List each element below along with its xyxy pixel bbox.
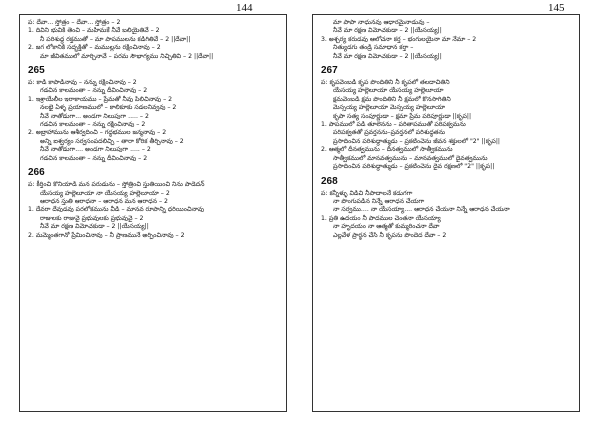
lyric-line: 1. పాపములో పడి తూలెనను – పరితాపముతో పరిపక్వమను xyxy=(321,121,466,129)
right-page xyxy=(312,14,580,412)
lyric-line: 1. ఇశ్రాయేలీల ఇరాకాయము – ప్రేమతో నీవు పిలిచినావు – 2 xyxy=(28,95,173,103)
lyric-line: నీవే మా రక్షణ విమోచకుడా – 2 ||యేసయ్య|| xyxy=(40,223,149,231)
lyric-line: 2. ఆత్మలో దీనత్వమును – దీనత్వములో సాత్వీకమును xyxy=(321,146,453,154)
lyric-line: రాజులకు రాజువై ప్రభువులకు ప్రభువువై – 2 xyxy=(40,214,144,222)
lyric-line: నీవే నాతోడుగా.... అండగా నిలుపుగా ..... – 2 xyxy=(40,146,151,154)
lyric-line: పరిపక్వతతో ప్రవర్తనను–ప్రవర్తనలో పరిశుద్ధతను xyxy=(333,129,446,137)
lyric-line: 2. జగ లోకానికి సద్భక్తితో – మముల్లను రక్షించినావు – 2 xyxy=(28,44,161,52)
lyric-line: ఆరాధన స్తుతి ఆరాధనా – ఆరాధన మన ఆరాధన – 2 xyxy=(40,197,168,205)
lyric-line: 3. అశ్చర్య కరుడవు ఆలోచనా కర్త – భంగులయైనా మా నేమా – 2 xyxy=(321,35,477,43)
lyric-line: సాత్వీకములో మానవత్వమును – మానవత్వములో దైవత్వమును xyxy=(333,154,488,162)
lyric-line: 2. అబ్రాహామును ఆశీర్వదించి – గద్ధభముల జన్మనావు – 2 xyxy=(28,129,167,137)
lyric-line: నలభై ఏళ్ళ ప్రయాణములో – కాలికూకు సడలనివ్వవు – 2 xyxy=(40,104,177,112)
lyric-line: యేసయ్య హల్లెలూయా నా యేసయ్య హల్లెలూయా – 2 xyxy=(40,189,170,197)
lyric-line: 2. మమ్మెంతగానో ప్రేమించినావు – నీ ప్రాణమునే అర్పించినావు – 2 xyxy=(28,231,185,239)
left-page-number: 144 xyxy=(236,2,253,14)
lyric-line: నా పొంగుపడిన నిన్నే ఆరాధన చేయగా xyxy=(333,197,425,205)
lyric-line: గడచిన కాలమంతా – నన్ను దీవించినావు – 2 xyxy=(40,87,148,95)
lyric-line: యేసయ్య హల్లెలూయా యేసయ్య హల్లెలూయా xyxy=(333,87,444,95)
lyric-line: 1. దివిని భువికి తెంచి – మహిమకే నీవే బలియైతివే – 2 xyxy=(28,27,160,35)
lyric-line: ప: కాడి కాపాడినావు – నన్ను రక్షించినావు – 2 xyxy=(28,79,137,87)
lyric-line: ప్రసాదించిన పరిశుద్ధాత్ముడు – ప్రకటించెను దైవ రక్షణలో "2" ||కృప|| xyxy=(333,163,495,171)
lyric-line: గడచిన కాలమంతా – నన్ను దీవించినావు – 2 xyxy=(40,154,148,162)
lyric-line: 1. దేవరా దేవుడవు పరలోకమును వీడి – మానవ రూపాన్ని ధరియించినావు xyxy=(28,206,205,214)
lyric-line: గడచిన కాలమంతా – నన్ను రక్షించినావు – 2 xyxy=(40,121,146,129)
hymn-number: 265 xyxy=(28,65,45,77)
lyric-line: నిత్యుడగు తండ్రి సమాధాన కర్తా – xyxy=(333,44,414,52)
lyric-line: మెస్సయ్య హల్లెలూయా మెస్సయ్య హల్లెలూయా xyxy=(333,104,446,112)
lyric-line: మా పాపా నాధునవు ఆధారమైనాడువు – xyxy=(333,19,430,26)
lyric-line: మా జీవితములో మార్చినావే – పరమ సౌభాగ్యము నిచ్చితివి – 2 ||దేవా|| xyxy=(40,52,214,60)
lyric-line: నా హృదయం నా ఆత్మతో కుమ్మరించనా దేవా xyxy=(333,223,440,231)
hymn-number: 267 xyxy=(321,65,338,77)
right-page-number: 145 xyxy=(548,2,565,14)
hymn-number: 266 xyxy=(28,167,45,179)
lyric-line: ప: కృపవెంబడి కృప పొందితిని నీ కృపలో తలదాచితిని xyxy=(321,79,450,87)
lyric-line: ఎల్లవేళ ప్రార్థన చేసి నీ కృపను పొందెద దేవా – 2 xyxy=(333,231,447,239)
lyric-line: క్షమవెంబడి క్షమ పొందితిని నీ క్షమలో కొనసాగితిని xyxy=(333,95,451,103)
hymn-number: 268 xyxy=(321,175,338,187)
lyric-line: అన్ని ఐశ్వర్యం సర్వసంపదలిచ్చి – తారా కోరిక తీర్చినావు – 2 xyxy=(40,137,184,145)
left-page xyxy=(19,14,287,412)
lyric-line: నీవే మా రక్షణ విమోచకుడా – 2 ||యేసయ్య|| xyxy=(333,27,442,35)
lyric-line: నీవే నాతోడుగా... అండగా నిలుపుగా ..... – 2 xyxy=(40,112,149,120)
lyric-line: నీవే మా రక్షణ విమోచకుడా – 2 ||యేసయ్య|| xyxy=(333,52,442,60)
lyric-line: నీ పరిశుద్ధ రక్తముతో – మా పాపములను కడిగితివే – 2 ||దేవా|| xyxy=(40,35,191,43)
lyric-line: 1. ప్రతి ఉదయం నీ పాదముల చెంతనా యేసయ్యా xyxy=(321,214,441,222)
lyric-line: ప: కీర్తించి కొనియాడి మన పరుడును – స్తోత్రించి స్తుతియించి నిను పాడెదన్ xyxy=(28,181,205,189)
lyric-line: ప: కన్నీళ్ళు విడిచి నీపాదాలనే కడుగగా xyxy=(321,189,413,197)
lyric-line: ప్రసాదించిన పరిశుద్ధాత్ముడు – ప్రకటించెను జీవన శక్తులలో "2" ||కృప|| xyxy=(333,137,500,145)
lyric-line: ప: దేవా... స్తోత్రం – దేవా... స్తోత్రం – 2 xyxy=(28,19,121,26)
lyric-line: కృపా సత్య సంపూర్ణుడా – క్షమా ప్రేమ పరిపూర్ణుడా ||కృప|| xyxy=(333,112,472,120)
lyric-line: నా సర్వము.... నా యేసయ్యా.... ఆరాధన చేయనా నిన్నే ఆరాధన చేయనా xyxy=(333,206,510,214)
